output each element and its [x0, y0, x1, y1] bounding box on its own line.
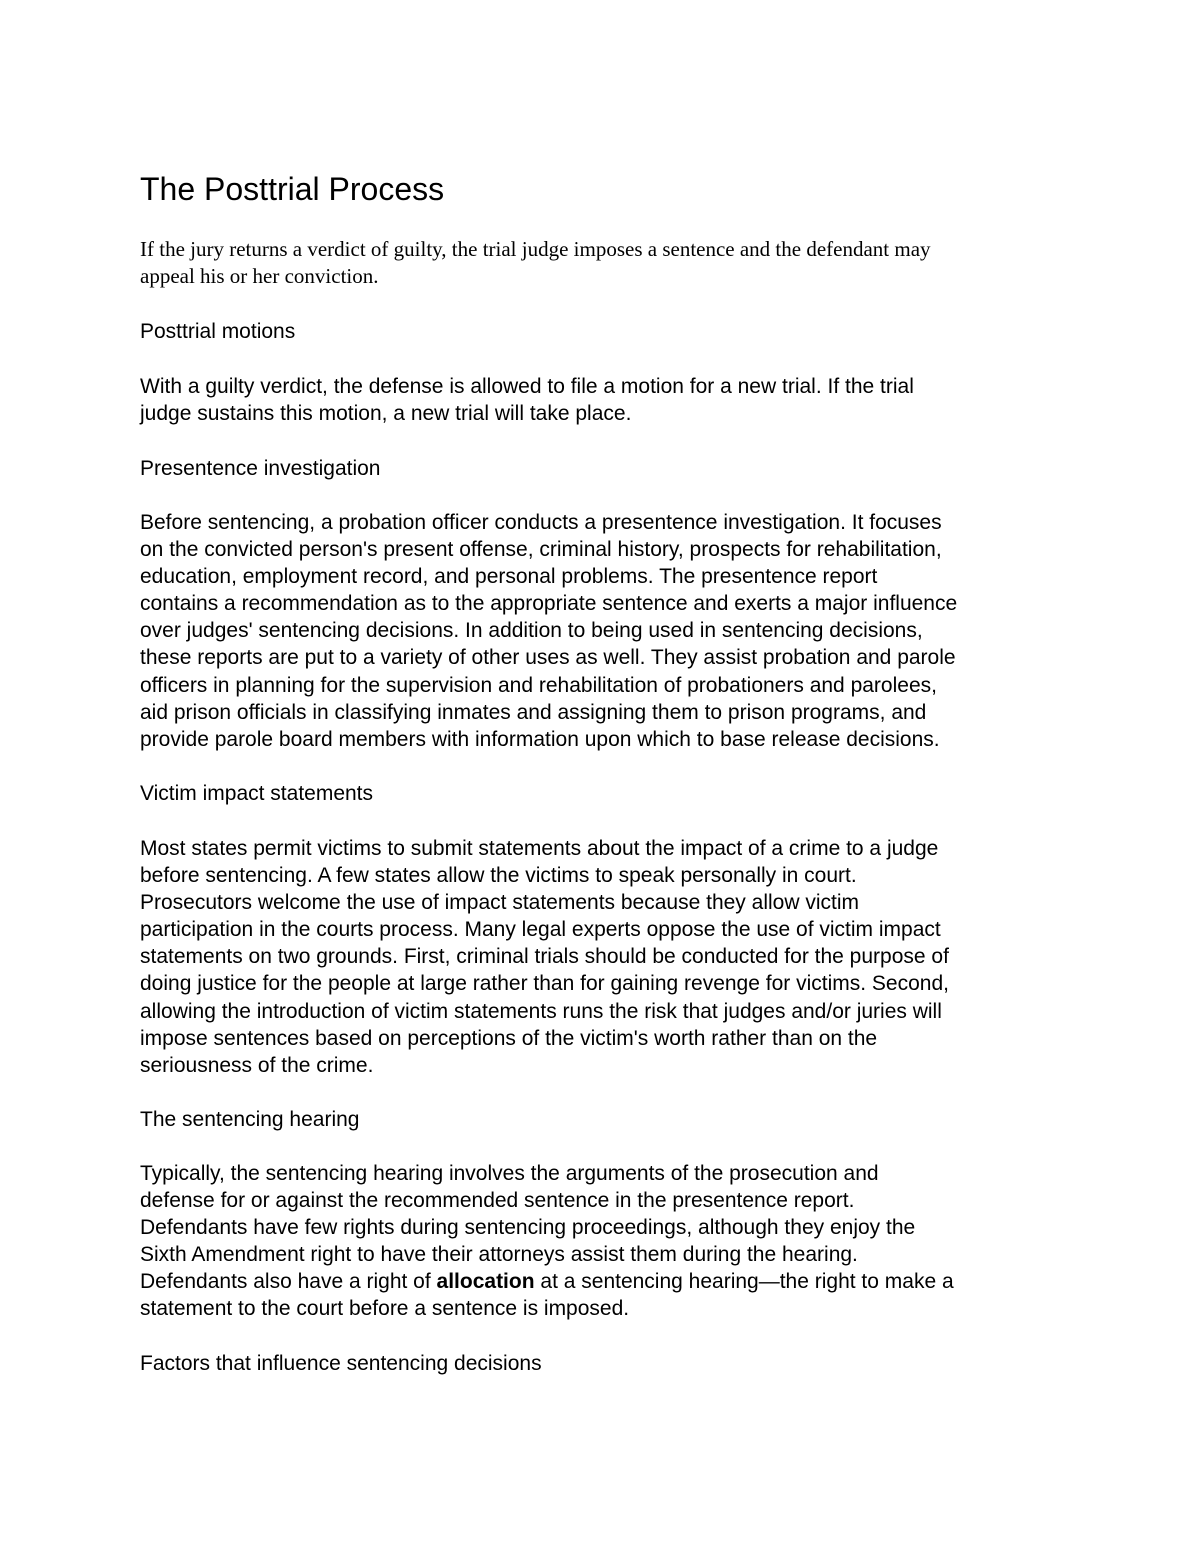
paragraph-line: participation in the courts process. Many legal experts oppose the use of victim impact [140, 918, 941, 942]
paragraph-posttrial-motions [140, 373, 1065, 427]
paragraph-text: Defendants also have a right of [140, 1270, 437, 1294]
paragraph-line: With a guilty verdict, the defense is allowed to file a motion for a new trial. If the trial [140, 375, 914, 398]
paragraph-line: Before sentencing, a probation officer conducts a presentence investigation. It focuses [140, 511, 942, 534]
paragraph-sentencing-hearing [140, 1160, 1065, 1323]
paragraph-line: seriousness of the crime. [140, 1053, 374, 1077]
paragraph-line: impose sentences based on perceptions of the victim's worth rather than on the [140, 1026, 878, 1050]
section-heading-posttrial-motions: Posttrial motions [140, 320, 296, 343]
paragraph-line: on the convicted person's present offense, criminal history, prospects for rehabilitation, [140, 538, 942, 562]
paragraph-line: statements on two grounds. First, criminal trials should be conducted for the purpose of [140, 945, 949, 969]
paragraph-line: defense for or against the recommended sentence in the presentence report. [140, 1189, 855, 1213]
section-heading-presentence-investigation: Presentence investigation [140, 457, 381, 480]
section-heading-sentencing-factors: Factors that influence sentencing decisions [140, 1352, 542, 1375]
intro-line: If the jury returns a verdict of guilty, the trial judge imposes a sentence and the defendant may [140, 237, 931, 261]
paragraph-line: Defendants have few rights during sentencing proceedings, although they enjoy the [140, 1216, 916, 1240]
intro-line: appeal his or her conviction. [140, 264, 379, 288]
paragraph-line: doing justice for the people at large rather than for gaining revenge for victims. Second, [140, 972, 949, 996]
paragraph-line: allowing the introduction of victim statements runs the risk that judges and/or juries will [140, 999, 942, 1023]
document-title: The Posttrial Process [140, 171, 445, 207]
paragraph-line: Most states permit victims to submit statements about the impact of a crime to a judge [140, 837, 939, 860]
paragraph-line: these reports are put to a variety of other uses as well. They assist probation and parole [140, 646, 956, 670]
paragraph-line: aid prison officials in classifying inmates and assigning them to prison programs, and [140, 700, 927, 724]
paragraph-line: before sentencing. A few states allow the victims to speak personally in court. [140, 864, 857, 888]
paragraph-line: judge sustains this motion, a new trial will take place. [140, 402, 632, 426]
paragraph-line: Typically, the sentencing hearing involves the arguments of the prosecution and [140, 1162, 879, 1185]
paragraph-presentence-investigation [140, 509, 1065, 753]
paragraph-line: over judges' sentencing decisions. In addition to being used in sentencing decisions, [140, 619, 923, 643]
paragraph-line: provide parole board members with information upon which to base release decisions. [140, 727, 940, 751]
paragraph-line: education, employment record, and personal problems. The presentence report [140, 565, 878, 589]
paragraph-line: officers in planning for the supervision and rehabilitation of probationers and parolees, [140, 673, 937, 697]
intro-paragraph [140, 236, 1040, 290]
bold-term: allocation [436, 1270, 535, 1294]
paragraph-line [140, 1268, 1065, 1295]
paragraph-victim-impact-statements [140, 835, 1065, 1079]
section-heading-victim-impact-statements: Victim impact statements [140, 782, 374, 805]
paragraph-line: statement to the court before a sentence is imposed. [140, 1297, 630, 1321]
paragraph-text: at a sentencing hearing—the right to make a [534, 1270, 954, 1294]
paragraph-line: Sixth Amendment right to have their attorneys assist them during the hearing. [140, 1243, 858, 1267]
paragraph-line: Prosecutors welcome the use of impact statements because they allow victim [140, 891, 859, 915]
paragraph-line: contains a recommendation as to the appropriate sentence and exerts a major influence [140, 592, 958, 616]
section-heading-sentencing-hearing: The sentencing hearing [140, 1108, 360, 1131]
